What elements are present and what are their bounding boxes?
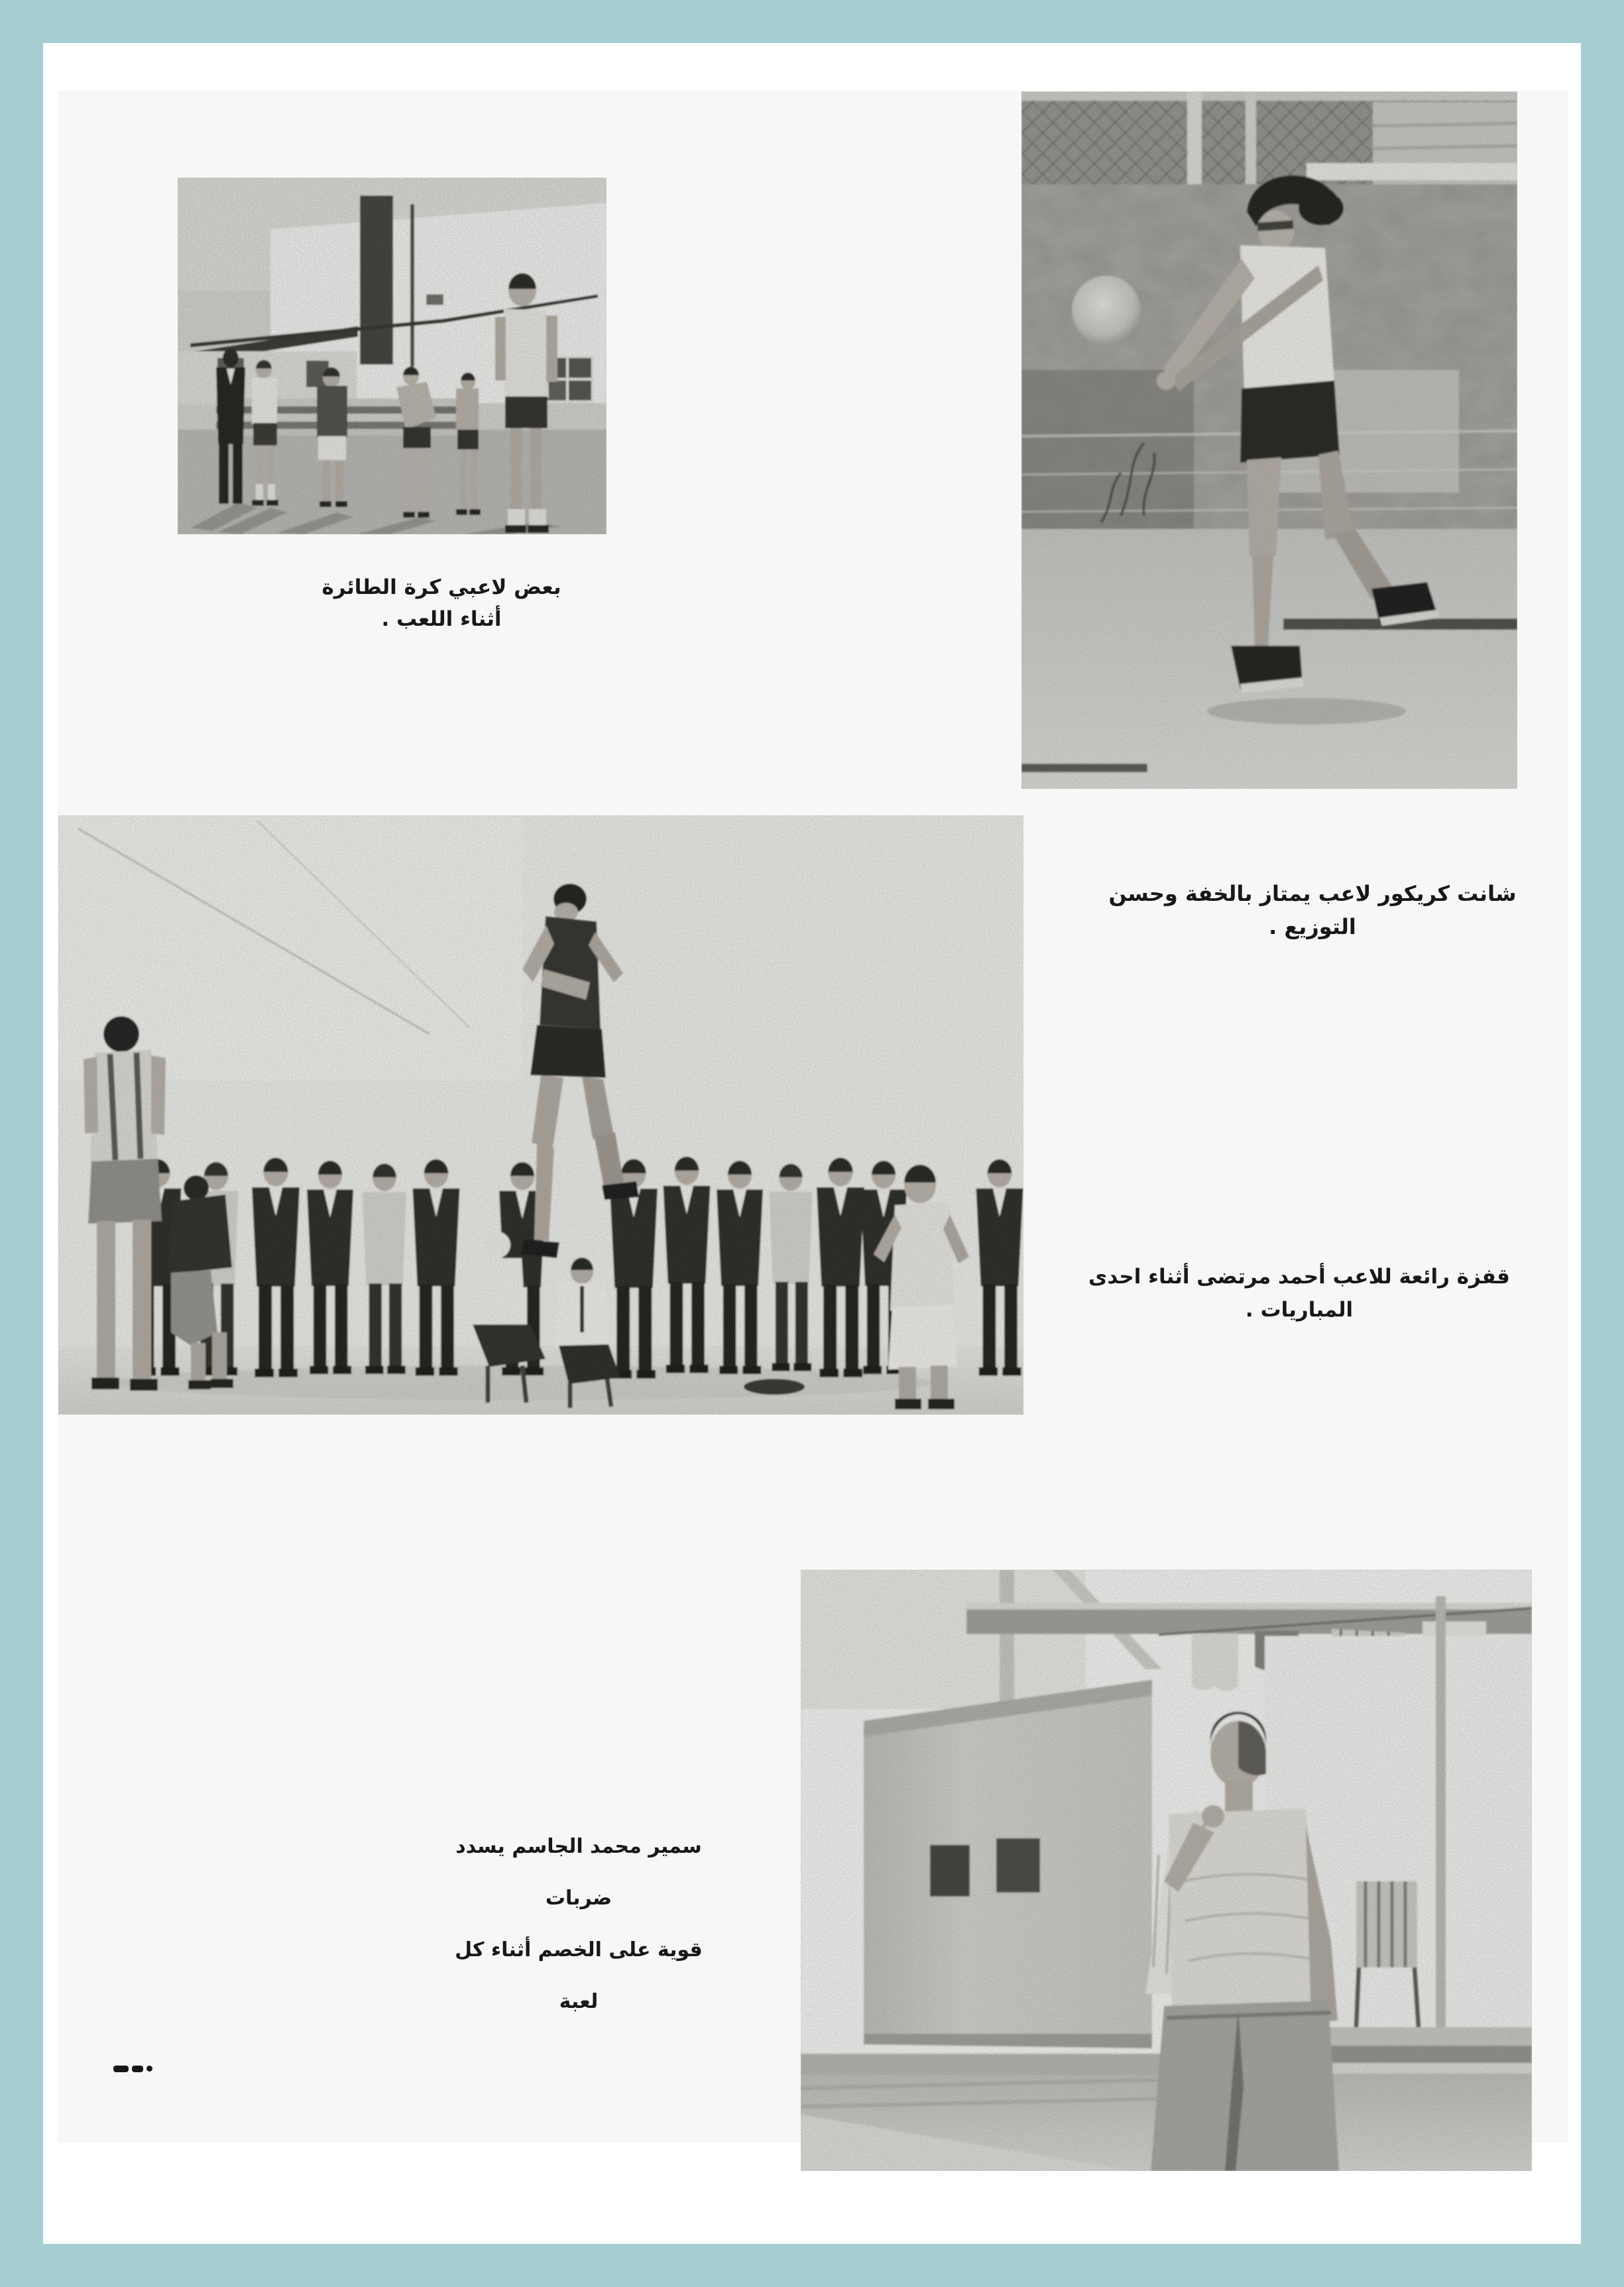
photo-volleyball-group [178, 178, 607, 534]
photo-ahmed-mortada-jump [58, 815, 1023, 1415]
edge-mark-dash-2 [132, 2066, 143, 2072]
caption-volleyball-group: بعض لاعبي كرة الطائرة أثناء اللعب . [321, 575, 561, 631]
photo-ahmed-mortada-art [58, 815, 1023, 1415]
caption-ahmed-mortada: قفزة رائعة للاعب أحمد مرتضى أثناء احدى المباريات . [1088, 1265, 1510, 1322]
photo-volleyball-group-art [178, 178, 607, 534]
edge-mark-dash-1 [113, 2066, 129, 2072]
paper-sheet [43, 43, 1581, 2244]
photo-shant-krikor-art [1021, 91, 1517, 789]
caption-samir-line-1: سمير محمد الجاسم يسدد ضربات [455, 1835, 702, 1910]
caption-samir-line-2: قوية على الخصم أثناء كل لعبة [455, 1938, 703, 2013]
edge-mark-dot [146, 2066, 152, 2072]
caption-samir-al-jasim [443, 1821, 715, 2028]
photo-shant-krikor [1021, 91, 1517, 789]
photo-samir-al-jasim [801, 1570, 1532, 2171]
page-edge-mark [113, 2064, 152, 2073]
photo-samir-al-jasim-art [801, 1570, 1532, 2171]
caption-shant-krikor: شانت كريكور لاعب يمتاز بالخفة وحسن التوزيع . [1108, 881, 1517, 939]
